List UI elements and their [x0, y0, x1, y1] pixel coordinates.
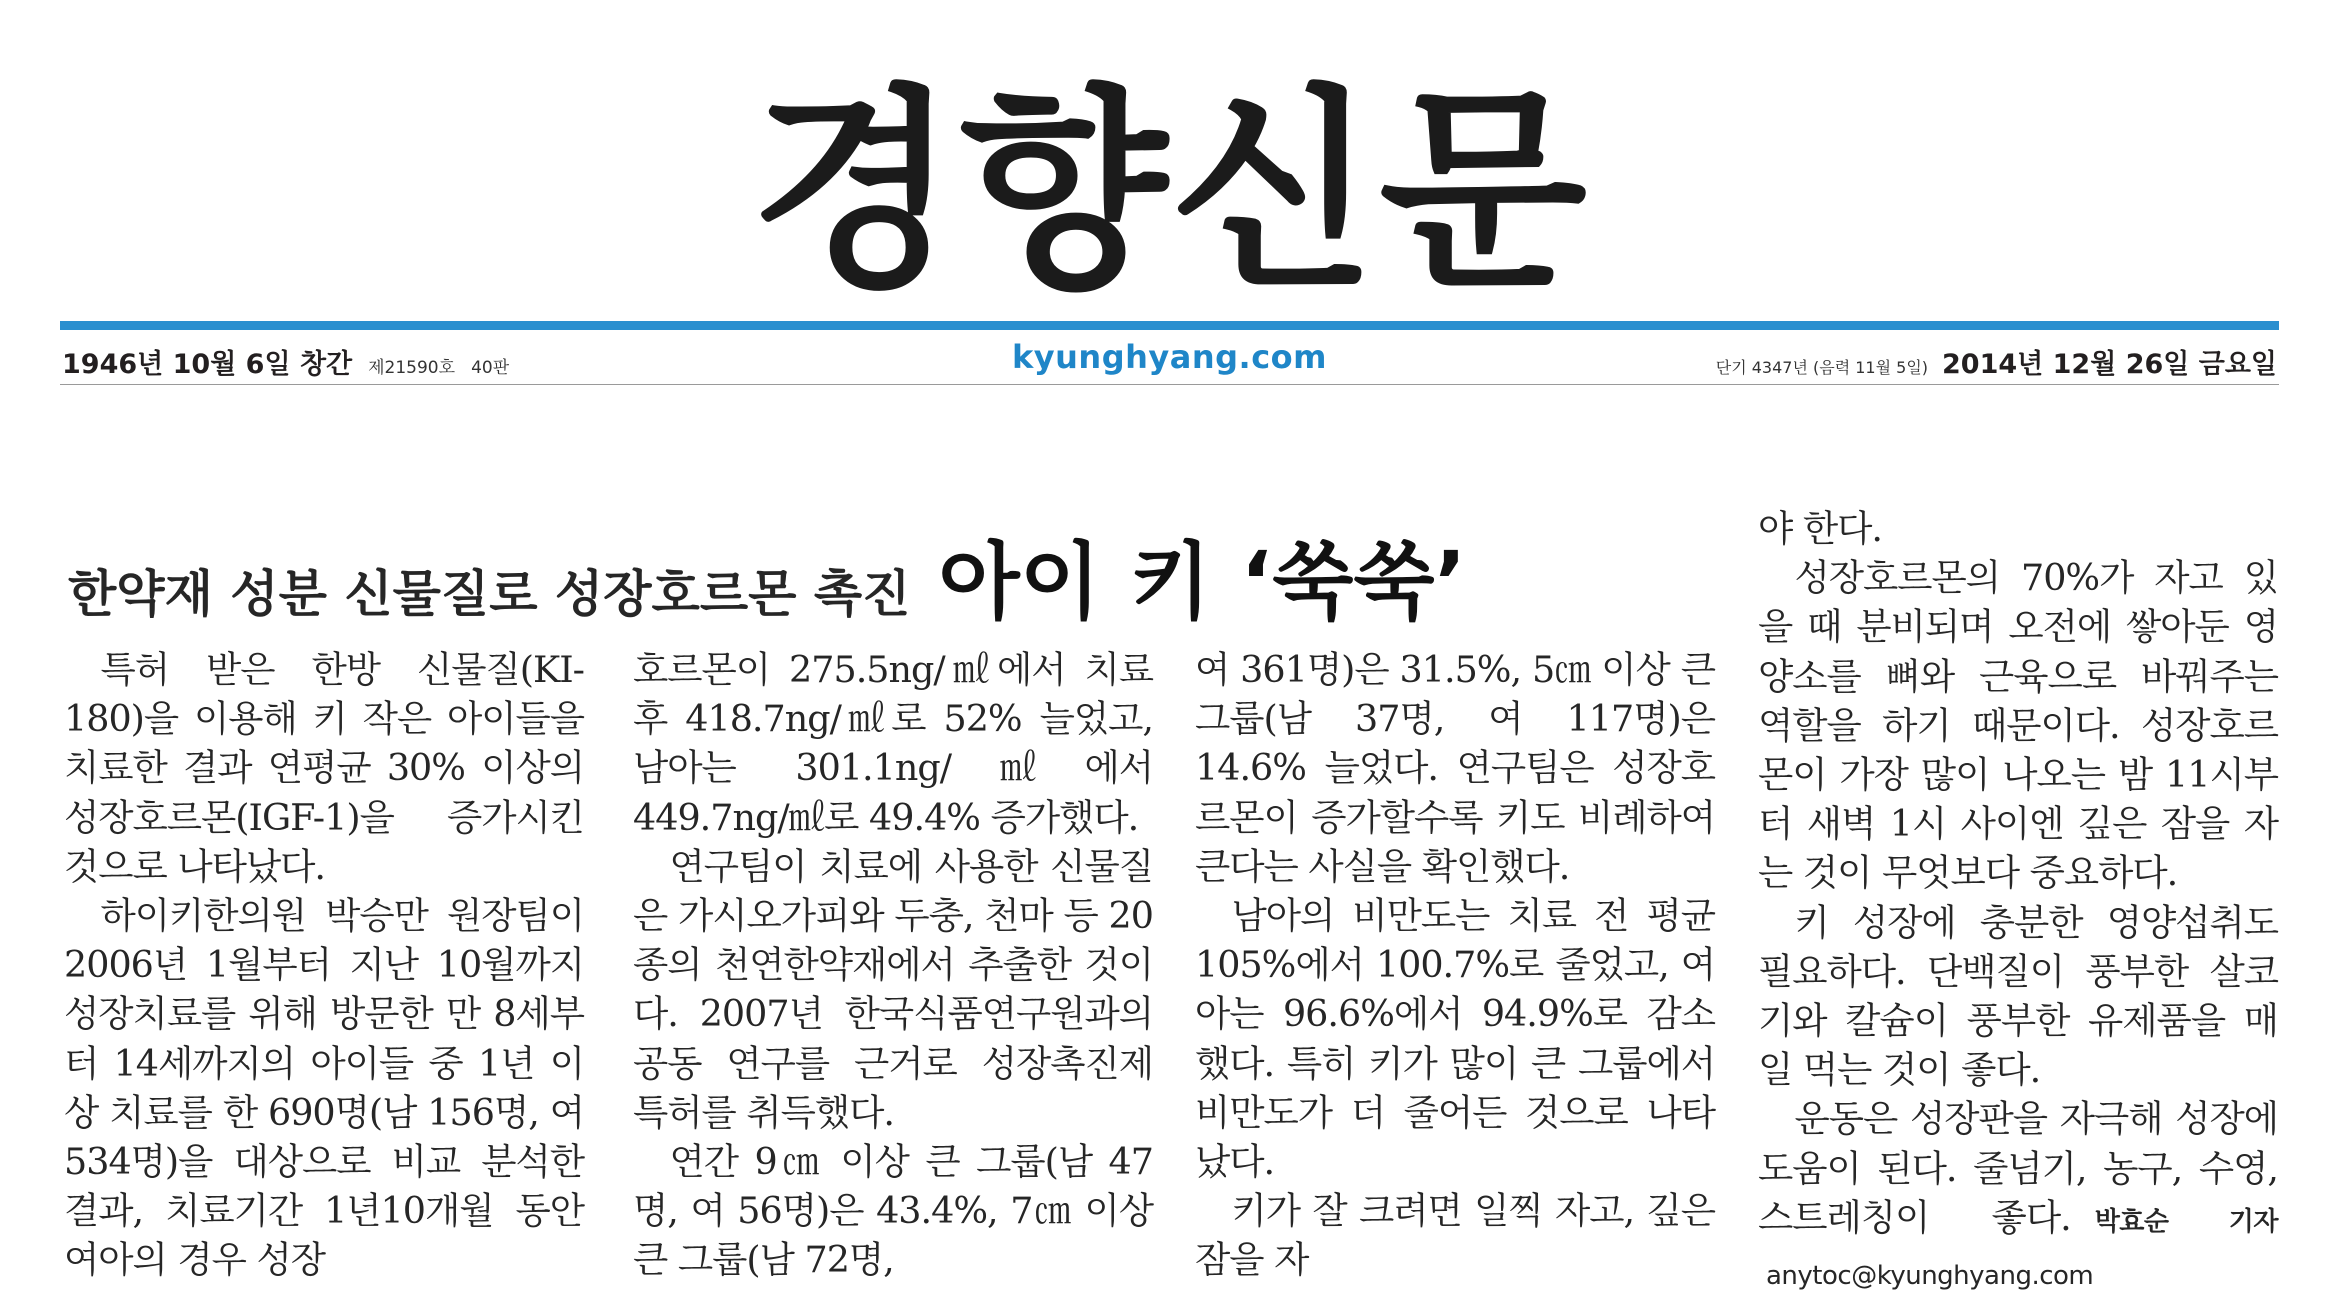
paragraph: 키 성장에 충분한 영양섭취도 필요하다. 단백질이 풍부한 살코기와 칼슘이 풍부한 유제품을 매일 먹는 것이 좋다.	[1758, 900, 2278, 1092]
masthead-blue-rule	[60, 321, 2279, 330]
founding-date: 1946년 10월 6일 창간	[62, 349, 353, 380]
paragraph-with-byline	[1758, 1094, 2278, 1301]
newspaper-masthead-title: 경향신문	[750, 66, 1589, 317]
article-column-3	[1195, 645, 1715, 1285]
edition-number: 40판	[471, 358, 510, 378]
publication-date: 2014년 12월 26일 금요일	[1942, 349, 2277, 380]
paragraph: 특허 받은 한방 신물질(KI-180)을 이용해 키 작은 아이들을 치료한 결과 연평균 30% 이상의 성장호르몬(IGF-1)을 증가시킨 것으로 나타났다.	[64, 648, 584, 888]
byline-email[interactable]: anytoc@kyunghyang.com	[1766, 1261, 2094, 1292]
article-headline	[68, 515, 1718, 636]
paragraph: 연구팀이 치료에 사용한 신물질은 가시오가피와 두충, 천마 등 20종의 천연한약재에서 추출한 것이다. 2007년 한국식품연구원과의 공동 연구를 근거로 성장촉진제 특허를 취득했다.	[633, 844, 1153, 1134]
paragraph: 남아의 비만도는 치료 전 평균 105%에서 100.7%로 줄었고, 여아는 96.6%에서 94.9%로 감소했다. 특히 키가 많이 큰 그룹에서 비만도가 더 줄어든 것으로 나타났다.	[1195, 894, 1715, 1184]
paragraph: 여 361명)은 31.5%, 5㎝ 이상 큰 그룹(남 37명, 여 117명)은 14.6% 늘었다. 연구팀은 성장호르몬이 증가할수록 키도 비례하여 큰다는 사실을 확인했다.	[1195, 648, 1715, 888]
masthead-info-bar	[60, 334, 2279, 384]
article-column-1	[64, 645, 584, 1285]
paragraph: 키가 잘 크려면 일찍 자고, 깊은 잠을 자	[1195, 1189, 1715, 1282]
paragraph: 야 한다.	[1758, 507, 1882, 550]
issue-number: 제21590호	[368, 358, 456, 378]
masthead-bottom-rule	[60, 384, 2279, 385]
article-column-4	[1758, 504, 2278, 1301]
paragraph-text: 운동은 성장판을 자극해 성장에 도움이 된다. 줄넘기, 농구, 수영, 스트레칭이 좋다.	[1758, 1097, 2278, 1239]
paragraph: 하이키한의원 박승만 원장팀이 2006년 1월부터 지난 10월까지 성장치료를 위해 방문한 만 8세부터 14세까지의 아이들 중 1년 이상 치료를 한 690명(남 156명, 여 534명)을 대상으로 비교 분석한 결과, 치료기간 1년10개월 동안 여아의 경우 성장	[64, 894, 584, 1282]
paragraph: 호르몬이 275.5ng/㎖에서 치료 후 418.7ng/㎖로 52% 늘었고, 남아는 301.1ng/㎖에서 449.7ng/㎖로 49.4% 증가했다.	[633, 648, 1153, 839]
headline-main: 아이 키 ‘쑥쑥’	[938, 533, 1467, 631]
paragraph: 연간 9㎝ 이상 큰 그룹(남 47명, 여 56명)은 43.4%, 7㎝ 이상 큰 그룹(남 72명,	[633, 1140, 1153, 1282]
masthead-info-right	[1716, 342, 2277, 381]
headline-kicker: 한약재 성분 신물질로 성장호르몬 촉진	[68, 565, 911, 623]
website-link[interactable]: kyunghyang.com	[1012, 338, 1327, 376]
byline-reporter: 박효순 기자	[2094, 1206, 2278, 1237]
paragraph: 성장호르몬의 70%가 자고 있을 때 분비되며 오전에 쌓아둔 영양소를 뼈와 근육으로 바꿔주는 역할을 하기 때문이다. 성장호르몬이 가장 많이 나오는 밤 11시부터 새벽 1시 사이엔 깊은 잠을 자는 것이 무엇보다 중요하다.	[1758, 556, 2278, 895]
lunar-date: 단기 4347년 (음력 11월 5일)	[1715, 358, 1929, 377]
article-column-2	[633, 645, 1153, 1285]
